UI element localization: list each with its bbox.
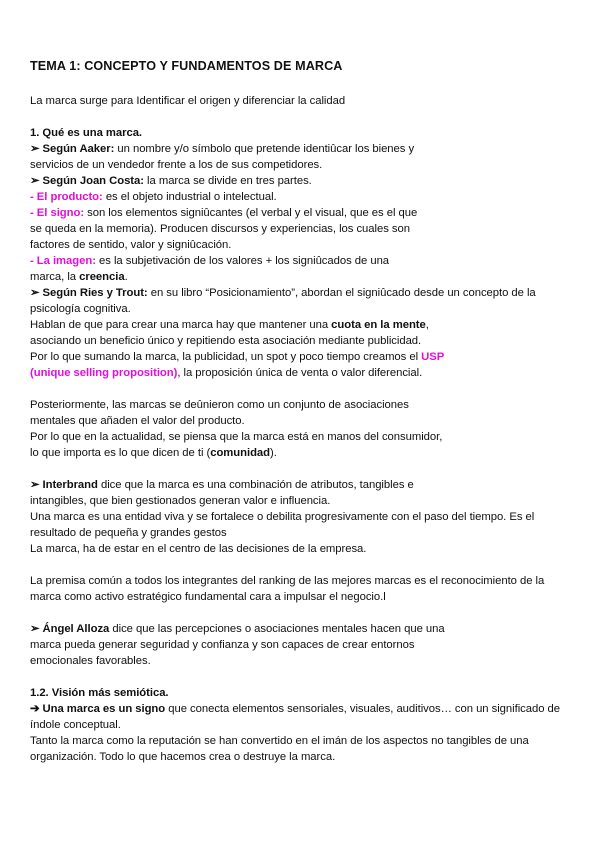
producto-text: es el objeto industrial o intelectual.: [102, 191, 277, 203]
ries-text-3: Hablan de que para crear una marca hay que mantener una: [30, 319, 332, 331]
alloza-line-1: [30, 622, 445, 636]
alloza-label: ➢ Ángel Alloza: [30, 623, 110, 635]
alloza-text: dice que las percepciones o asociaciones mentales hacen que una: [109, 623, 445, 635]
premisa-line-1: La premisa común a todos los integrantes del ranking de las mejores marcas es el reconocimiento de la: [30, 575, 545, 587]
ries-line-1: [30, 286, 536, 300]
signo-semiotic-line-1: [30, 702, 560, 716]
signo-text: son los elementos signiûcantes (el verbal y el visual, que es el que: [84, 207, 418, 219]
ries-comma: ,: [425, 319, 429, 331]
para2-line-4: [30, 446, 277, 460]
alloza-line-3: emocionales favorables.: [30, 655, 151, 667]
ries-text-6: , la proposición única de venta o valor diferencial.: [177, 367, 423, 379]
para2-close: ).: [270, 447, 277, 459]
interbrand-line-2: intangibles, que bien gestionados generan valor e influencia.: [30, 495, 331, 507]
ries-text: en su libro “Posicionamiento”, abordan el signiûcado desde un concepto de la: [147, 287, 536, 299]
intro-line: La marca surge para Identificar el origen y diferenciar la calidad: [30, 95, 346, 107]
ries-line-2: psicología cognitiva.: [30, 303, 131, 315]
signo-line-3: factores de sentido, valor y signiûcación.: [30, 239, 232, 251]
section-heading-1: 1. Qué es una marca.: [30, 127, 143, 139]
creencia-bold: creencia: [79, 271, 125, 283]
aaker-text: un nombre y/o símbolo que pretende identiûcar los bienes y: [114, 143, 415, 155]
doc-title: TEMA 1: CONCEPTO Y FUNDAMENTOS DE MARCA: [30, 59, 343, 73]
usp-highlight: USP: [421, 351, 445, 363]
interbrand-label: ➢ Interbrand: [30, 479, 98, 491]
imagen-line-2: [30, 270, 128, 284]
aaker-line-1: [30, 142, 414, 156]
premisa-line-2: marca como activo estratégico fundamental cara a impulsar el negocio.l: [30, 591, 386, 603]
producto-line: [30, 190, 277, 204]
signo-semiotic-label: ➔ Una marca es un signo: [30, 703, 166, 715]
ries-line-6: [30, 366, 422, 380]
interbrand-line-3: Una marca es una entidad viva y se fortalece o debilita progresivamente con el paso del tiempo. Es el: [30, 511, 535, 523]
signo-label: - El signo:: [30, 207, 85, 219]
imagen-text-2: marca, la: [30, 271, 80, 283]
para2-line-2: mentales que añaden el valor del producto.: [30, 415, 245, 427]
signo-line-1: [30, 206, 417, 220]
usp-expansion: (unique selling proposition): [30, 367, 178, 379]
ries-text-5: Por lo que sumando la marca, la publicidad, un spot y poco tiempo creamos el: [30, 351, 422, 363]
imagen-text: es la subjetivación de los valores + los signiûcados de una: [95, 255, 390, 267]
para2-line-1: Posteriormente, las marcas se deûnieron como un conjunto de asociaciones: [30, 399, 409, 411]
ries-line-4: asociando un beneficio único y repitiendo esta asociación mediante publicidad.: [30, 335, 422, 347]
interbrand-line-1: [30, 478, 414, 492]
para2-line-3: Por lo que en la actualidad, se piensa que la marca está en manos del consumidor,: [30, 431, 443, 443]
aaker-label: ➢ Según Aaker:: [30, 143, 115, 155]
interbrand-line-5: La marca, ha de estar en el centro de las decisiones de la empresa.: [30, 543, 367, 555]
costa-line: [30, 174, 312, 188]
cuota-bold: cuota en la mente: [331, 319, 426, 331]
ries-line-5: [30, 350, 444, 364]
imagen-label: - La imagen:: [30, 255, 96, 267]
ries-line-3: [30, 318, 429, 332]
section-heading-1-2: 1.2. Visión más semiótica.: [30, 687, 169, 699]
costa-label: ➢ Según Joan Costa:: [30, 175, 144, 187]
interbrand-line-4: resultado de pequeña y grandes gestos: [30, 527, 227, 539]
producto-label: - El producto:: [30, 191, 103, 203]
imagen-period: .: [124, 271, 128, 283]
alloza-line-2: marca pueda generar seguridad y confianza y son capaces de crear entornos: [30, 639, 415, 651]
comunidad-bold: comunidad: [210, 447, 271, 459]
imagen-line-1: [30, 254, 389, 268]
signo-line-2: se queda en la memoria). Producen discursos y experiencias, los cuales son: [30, 223, 410, 235]
interbrand-text: dice que la marca es una combinación de atributos, tangibles e: [97, 479, 414, 491]
para2-text-4: lo que importa es lo que dicen de ti (: [30, 447, 211, 459]
aaker-line-2: servicios de un vendedor frente a los de sus competidores.: [30, 159, 323, 171]
signo-semiotic-line-3: Tanto la marca como la reputación se han convertido en el imán de los aspectos no tangibles de una: [30, 735, 529, 747]
costa-text: la marca se divide en tres partes.: [143, 175, 312, 187]
signo-semiotic-line-2: índole conceptual.: [30, 719, 121, 731]
ries-label: ➢ Según Ries y Trout:: [30, 287, 148, 299]
signo-semiotic-text: que conecta elementos sensoriales, visuales, auditivos… con un significado de: [165, 703, 561, 715]
signo-semiotic-line-4: organización. Todo lo que hacemos crea o destruye la marca.: [30, 751, 336, 763]
